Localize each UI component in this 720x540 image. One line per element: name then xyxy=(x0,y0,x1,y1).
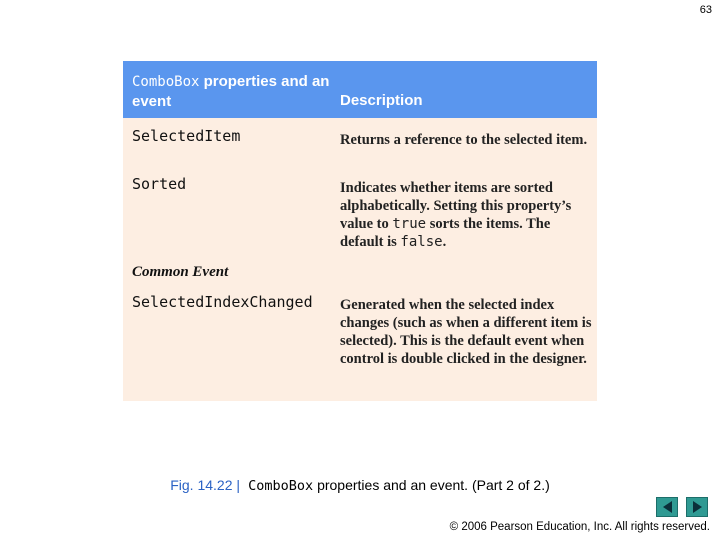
properties-table xyxy=(123,61,597,401)
table-header xyxy=(123,61,597,118)
section-label-common-event: Common Event xyxy=(132,264,229,280)
row-name-sorted: Sorted xyxy=(132,175,187,193)
page-number: 63 xyxy=(699,4,712,16)
row-desc-sorted xyxy=(340,179,596,251)
figure-caption xyxy=(0,477,720,494)
header-property-column xyxy=(132,72,332,111)
row-desc-selecteditem: Returns a reference to the selected item. xyxy=(340,132,588,148)
header-description-column: Description xyxy=(340,92,423,109)
row-name-selecteditem: SelectedItem xyxy=(132,127,241,145)
left-arrow-icon xyxy=(663,501,672,513)
caption-text: properties and an event. (Part 2 of 2.) xyxy=(313,477,550,493)
figure-label: Fig. 14.22 | xyxy=(170,477,241,493)
right-arrow-icon xyxy=(693,501,702,513)
copyright-notice: © 2006 Pearson Education, Inc. All rights reserved. xyxy=(449,521,710,533)
next-slide-button[interactable] xyxy=(686,497,708,517)
desc-text: Indicates whether items are sorted alphabetically. Setting this property’s value to xyxy=(340,180,572,232)
desc-text: sorts the items. The default is xyxy=(340,216,551,250)
caption-code: ComboBox xyxy=(240,478,314,494)
code-true: true xyxy=(392,216,427,232)
row-desc-selectedindexchanged: Generated when the selected index changes (such as when a different item is selected). This is the default event when control is double clicked in the designer. xyxy=(340,297,592,367)
previous-slide-button[interactable] xyxy=(656,497,678,517)
header-text: properties and an event xyxy=(132,73,330,110)
desc-text: . xyxy=(442,234,447,250)
code-false: false xyxy=(400,234,443,250)
row-name-selectedindexchanged: SelectedIndexChanged xyxy=(132,293,313,311)
header-code: ComboBox xyxy=(132,74,200,90)
